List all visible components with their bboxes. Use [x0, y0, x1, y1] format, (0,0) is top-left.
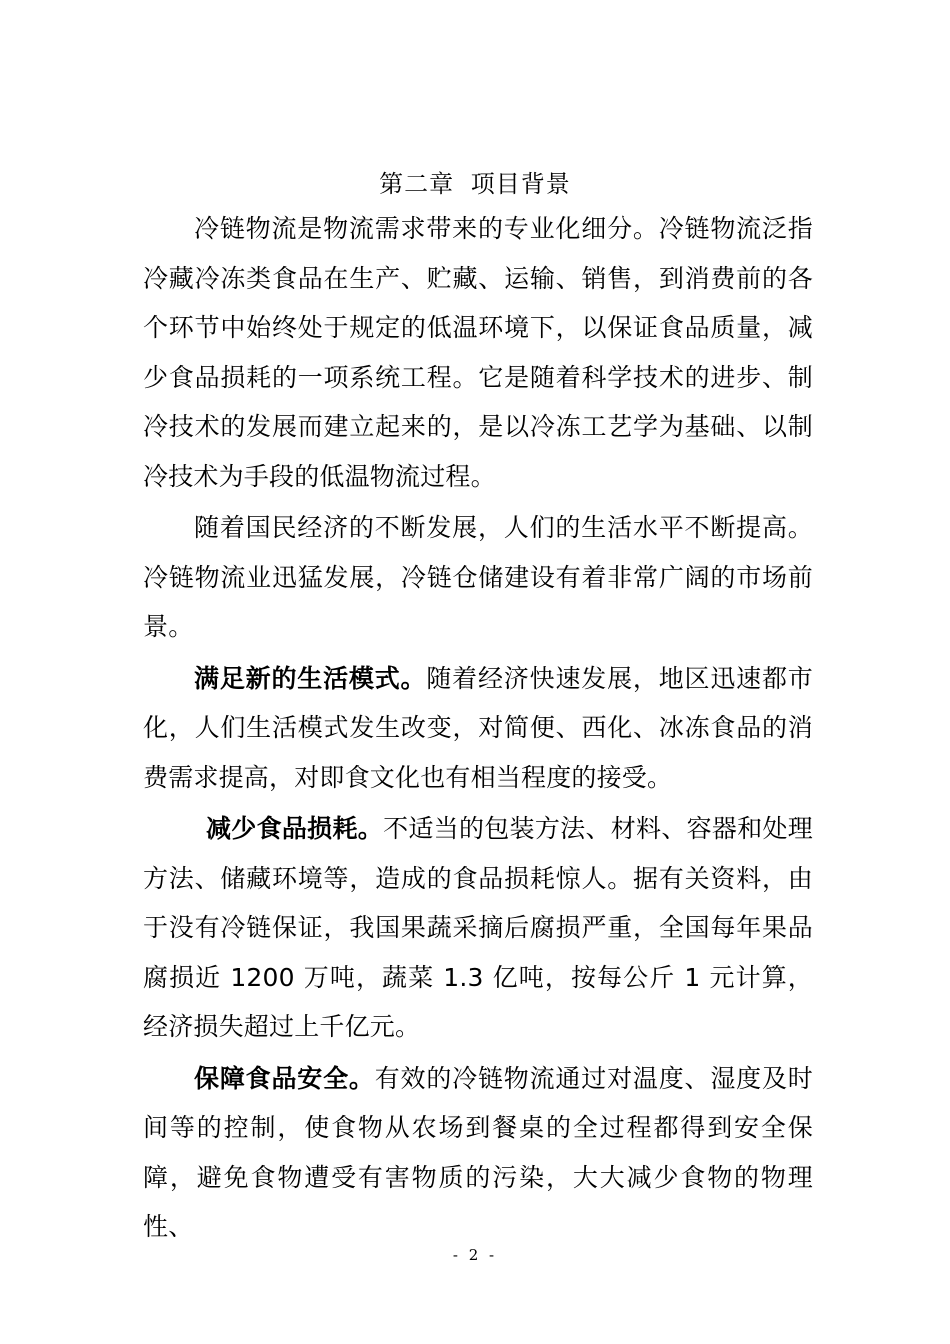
paragraph-food-safety	[143, 1054, 813, 1252]
paragraph-text: 不适当的包装方法、材料、容器和处理方法、储藏环境等，造成的食品损耗惊人。据有关资料，由于没有冷链保证，我国果蔬采摘后腐损严重，全国每年果品腐损近 1200 万吨，蔬菜 1.3 亿吨，按每公斤 1 元计算，经济损失超过上千亿元。	[143, 814, 814, 1041]
paragraph-lead: 保障食品安全。	[194, 1063, 375, 1093]
paragraph-new-lifestyle	[143, 654, 813, 803]
paragraph-lead: 满足新的生活模式。	[194, 663, 427, 693]
page-number: - 2 -	[452, 1246, 498, 1264]
paragraph-text: 有效的冷链物流通过对温度、湿度及时间等的控制，使食物从农场到餐桌的全过程都得到安全保障，避免食物遭受有害物质的污染，大大减少食物的物理性、	[143, 1063, 813, 1241]
body-text	[143, 204, 813, 1252]
paragraph-market-outlook	[143, 503, 813, 652]
paragraph-reduce-loss	[143, 804, 813, 1052]
paragraph-text: 随着国民经济的不断发展，人们的生活水平不断提高。冷链物流业迅猛发展，冷链仓储建设有着非常广阔的市场前景。	[143, 513, 813, 641]
paragraph-text: 随着经济快速发展，地区迅速都市化，人们生活模式发生改变，对简便、西化、冰冻食品的消费需求提高，对即食文化也有相当程度的接受。	[143, 663, 813, 792]
paragraph-lead: 减少食品损耗。	[206, 814, 384, 843]
paragraph-text: 冷链物流是物流需求带来的专业化细分。冷链物流泛指冷藏冷冻类食品在生产、贮藏、运输、销售，到消费前的各个环节中始终处于规定的低温环境下，以保证食品质量，减少食品损耗的一项系统工程。它是随着科学技术的进步、制冷技术的发展而建立起来的，是以冷冻工艺学为基础、以制冷技术为手段的低温物流过程。	[143, 214, 813, 491]
paragraph-cold-chain-definition	[143, 204, 813, 501]
chapter-title: 第二章 项目背景	[379, 170, 571, 198]
